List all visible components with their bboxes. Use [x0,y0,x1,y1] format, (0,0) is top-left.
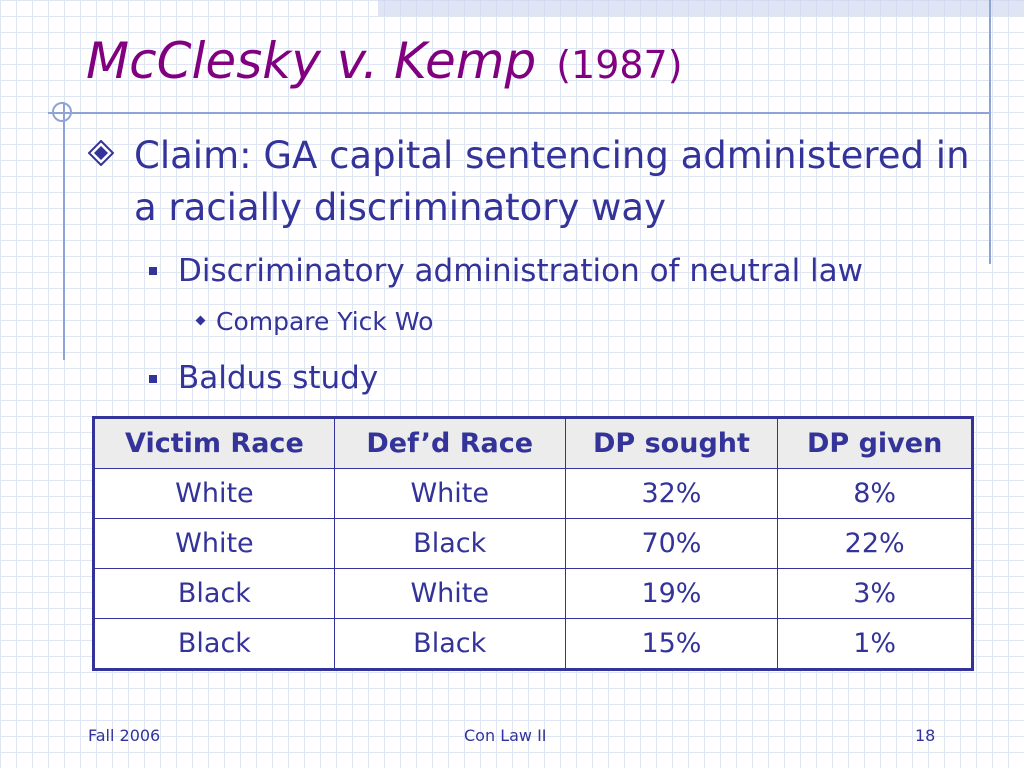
cell-dp-sought: 15% [565,619,778,670]
slide-title [86,26,683,100]
table-row [94,619,973,670]
cell-defendant-race: Black [334,519,565,569]
cell-dp-given: 3% [778,569,973,619]
footer-term: Fall 2006 [88,726,161,745]
cell-victim-race: Black [94,569,335,619]
table-row [94,569,973,619]
square-bullet-icon [149,267,157,275]
header-dp-given: DP given [778,418,973,469]
bullet-baldus-study: Baldus study [178,360,379,396]
table-row [94,469,973,519]
header-dp-sought: DP sought [565,418,778,469]
footer-slide-number: 18 [915,726,936,745]
cell-dp-sought: 32% [565,469,778,519]
cell-victim-race: White [94,519,335,569]
footer-course: Con Law II [464,726,547,745]
bullet-claim: Claim: GA capital sentencing administered in a racially discriminatory way [134,134,970,229]
diamond-bullet-icon [88,140,114,166]
cell-dp-sought: 70% [565,519,778,569]
baldus-study-table [92,416,974,671]
decorative-title-underline [48,112,990,114]
case-year: (1987) [556,43,683,87]
decorative-top-band [378,0,1024,16]
bullet-discriminatory-administration: Discriminatory administration of neutral law [178,253,864,289]
header-victim-race: Victim Race [94,418,335,469]
cell-dp-given: 1% [778,619,973,670]
cell-victim-race: Black [94,619,335,670]
table-row [94,519,973,569]
bullet-compare-yick-wo: Compare Yick Wo [216,307,434,336]
decorative-circle [52,102,72,122]
cell-defendant-race: Black [334,619,565,670]
cell-defendant-race: White [334,569,565,619]
decorative-left-line [63,104,65,360]
square-bullet-icon [149,375,157,383]
cell-dp-sought: 19% [565,569,778,619]
cell-victim-race: White [94,469,335,519]
case-name: McClesky v. Kemp [86,32,537,90]
small-diamond-bullet-icon [196,316,206,326]
cell-dp-given: 22% [778,519,973,569]
cell-dp-given: 8% [778,469,973,519]
cell-defendant-race: White [334,469,565,519]
table-header-row [94,418,973,469]
header-defendant-race: Def’d Race [334,418,565,469]
